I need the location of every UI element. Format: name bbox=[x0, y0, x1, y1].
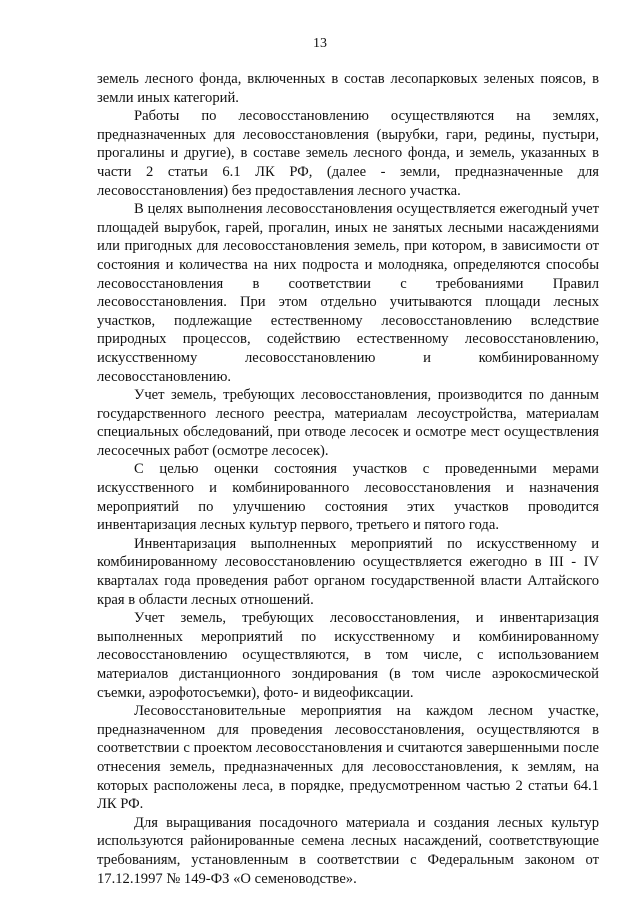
page-number: 13 bbox=[313, 36, 327, 51]
document-body bbox=[97, 70, 599, 888]
paragraph: Работы по лесовосстановлению осуществляются на землях, предназначенных для лесовосстановления (вырубки, гари, редины, пустыри, прогалины и другие), в составе земель лесного фонда, и земель, указанных в части 2 статьи 6.1 ЛК РФ, (далее - земли, предназначенные для лесовосстановления) без предоставления лесного участка. bbox=[97, 108, 599, 199]
paragraph: Для выращивания посадочного материала и создания лесных культур используются районированные семена лесных насаждений, соответствующие требованиям, установленным в соответствии с Федеральным законом от 17.12.1997 № 149-ФЗ «О семеноводстве». bbox=[97, 814, 599, 887]
paragraph: Лесовосстановительные мероприятия на каждом лесном участке, предназначенном для проведения лесовосстановления, осуществляются в соответствии с проектом лесовосстановления и считаются завершенными после отнесения земель, предназначенных для лесовосстановления, к землям, на которых расположены леса, в порядке, предусмотренном частью 2 статьи 64.1 ЛК РФ. bbox=[97, 703, 599, 813]
paragraph: Учет земель, требующих лесовосстановления, производится по данным государственного лесного реестра, материалам лесоустройства, материалам специальных обследований, при отводе лесосек и осмотре мест осуществления лесосечных работ (осмотре лесосек). bbox=[97, 387, 599, 459]
paragraph: С целью оценки состояния участков с проведенными мерами искусственного и комбинированного лесовосстановления и назначения мероприятий по улучшению состояния этих участков проводится инвентаризация лесных культур первого, третьего и пятого года. bbox=[97, 461, 599, 534]
paragraph: Инвентаризация выполненных мероприятий по искусственному и комбинированному лесовосстановлению осуществляется ежегодно в III - IV кварталах года проведения работ органом государственной власти Алтайского края в области лесных отношений. bbox=[97, 535, 599, 608]
paragraph: В целях выполнения лесовосстановления осуществляется ежегодный учет площадей вырубок, гарей, прогалин, иных не занятых лесными насаждениями или пригодных для лесовосстановления земель, при котором, в зависимости от состояния и количества на них подроста и молодняка, определяются способы лесовосстановления в соответствии с требованиями Правил лесовосстановления. При этом отдельно учитываются площади лесных участков, подлежащие естественному лесовосстановлению вследствие природных процессов, содействию естественному лесовосстановлению, искусственному лесовосстановлению и комбинированному лесовосстановлению. bbox=[97, 201, 599, 385]
paragraph-continuation: земель лесного фонда, включенных в состав лесопарковых зеленых поясов, в земли иных категорий. bbox=[97, 71, 599, 106]
paragraph: Учет земель, требующих лесовосстановления, и инвентаризация выполненных мероприятий по искусственному и комбинированному лесовосстановлению осуществляются, в том числе, с использованием материалов дистанционного зондирования (в том числе аэрокосмической съемки, аэрофотосъемки), фото- и видеофиксации. bbox=[97, 610, 599, 701]
